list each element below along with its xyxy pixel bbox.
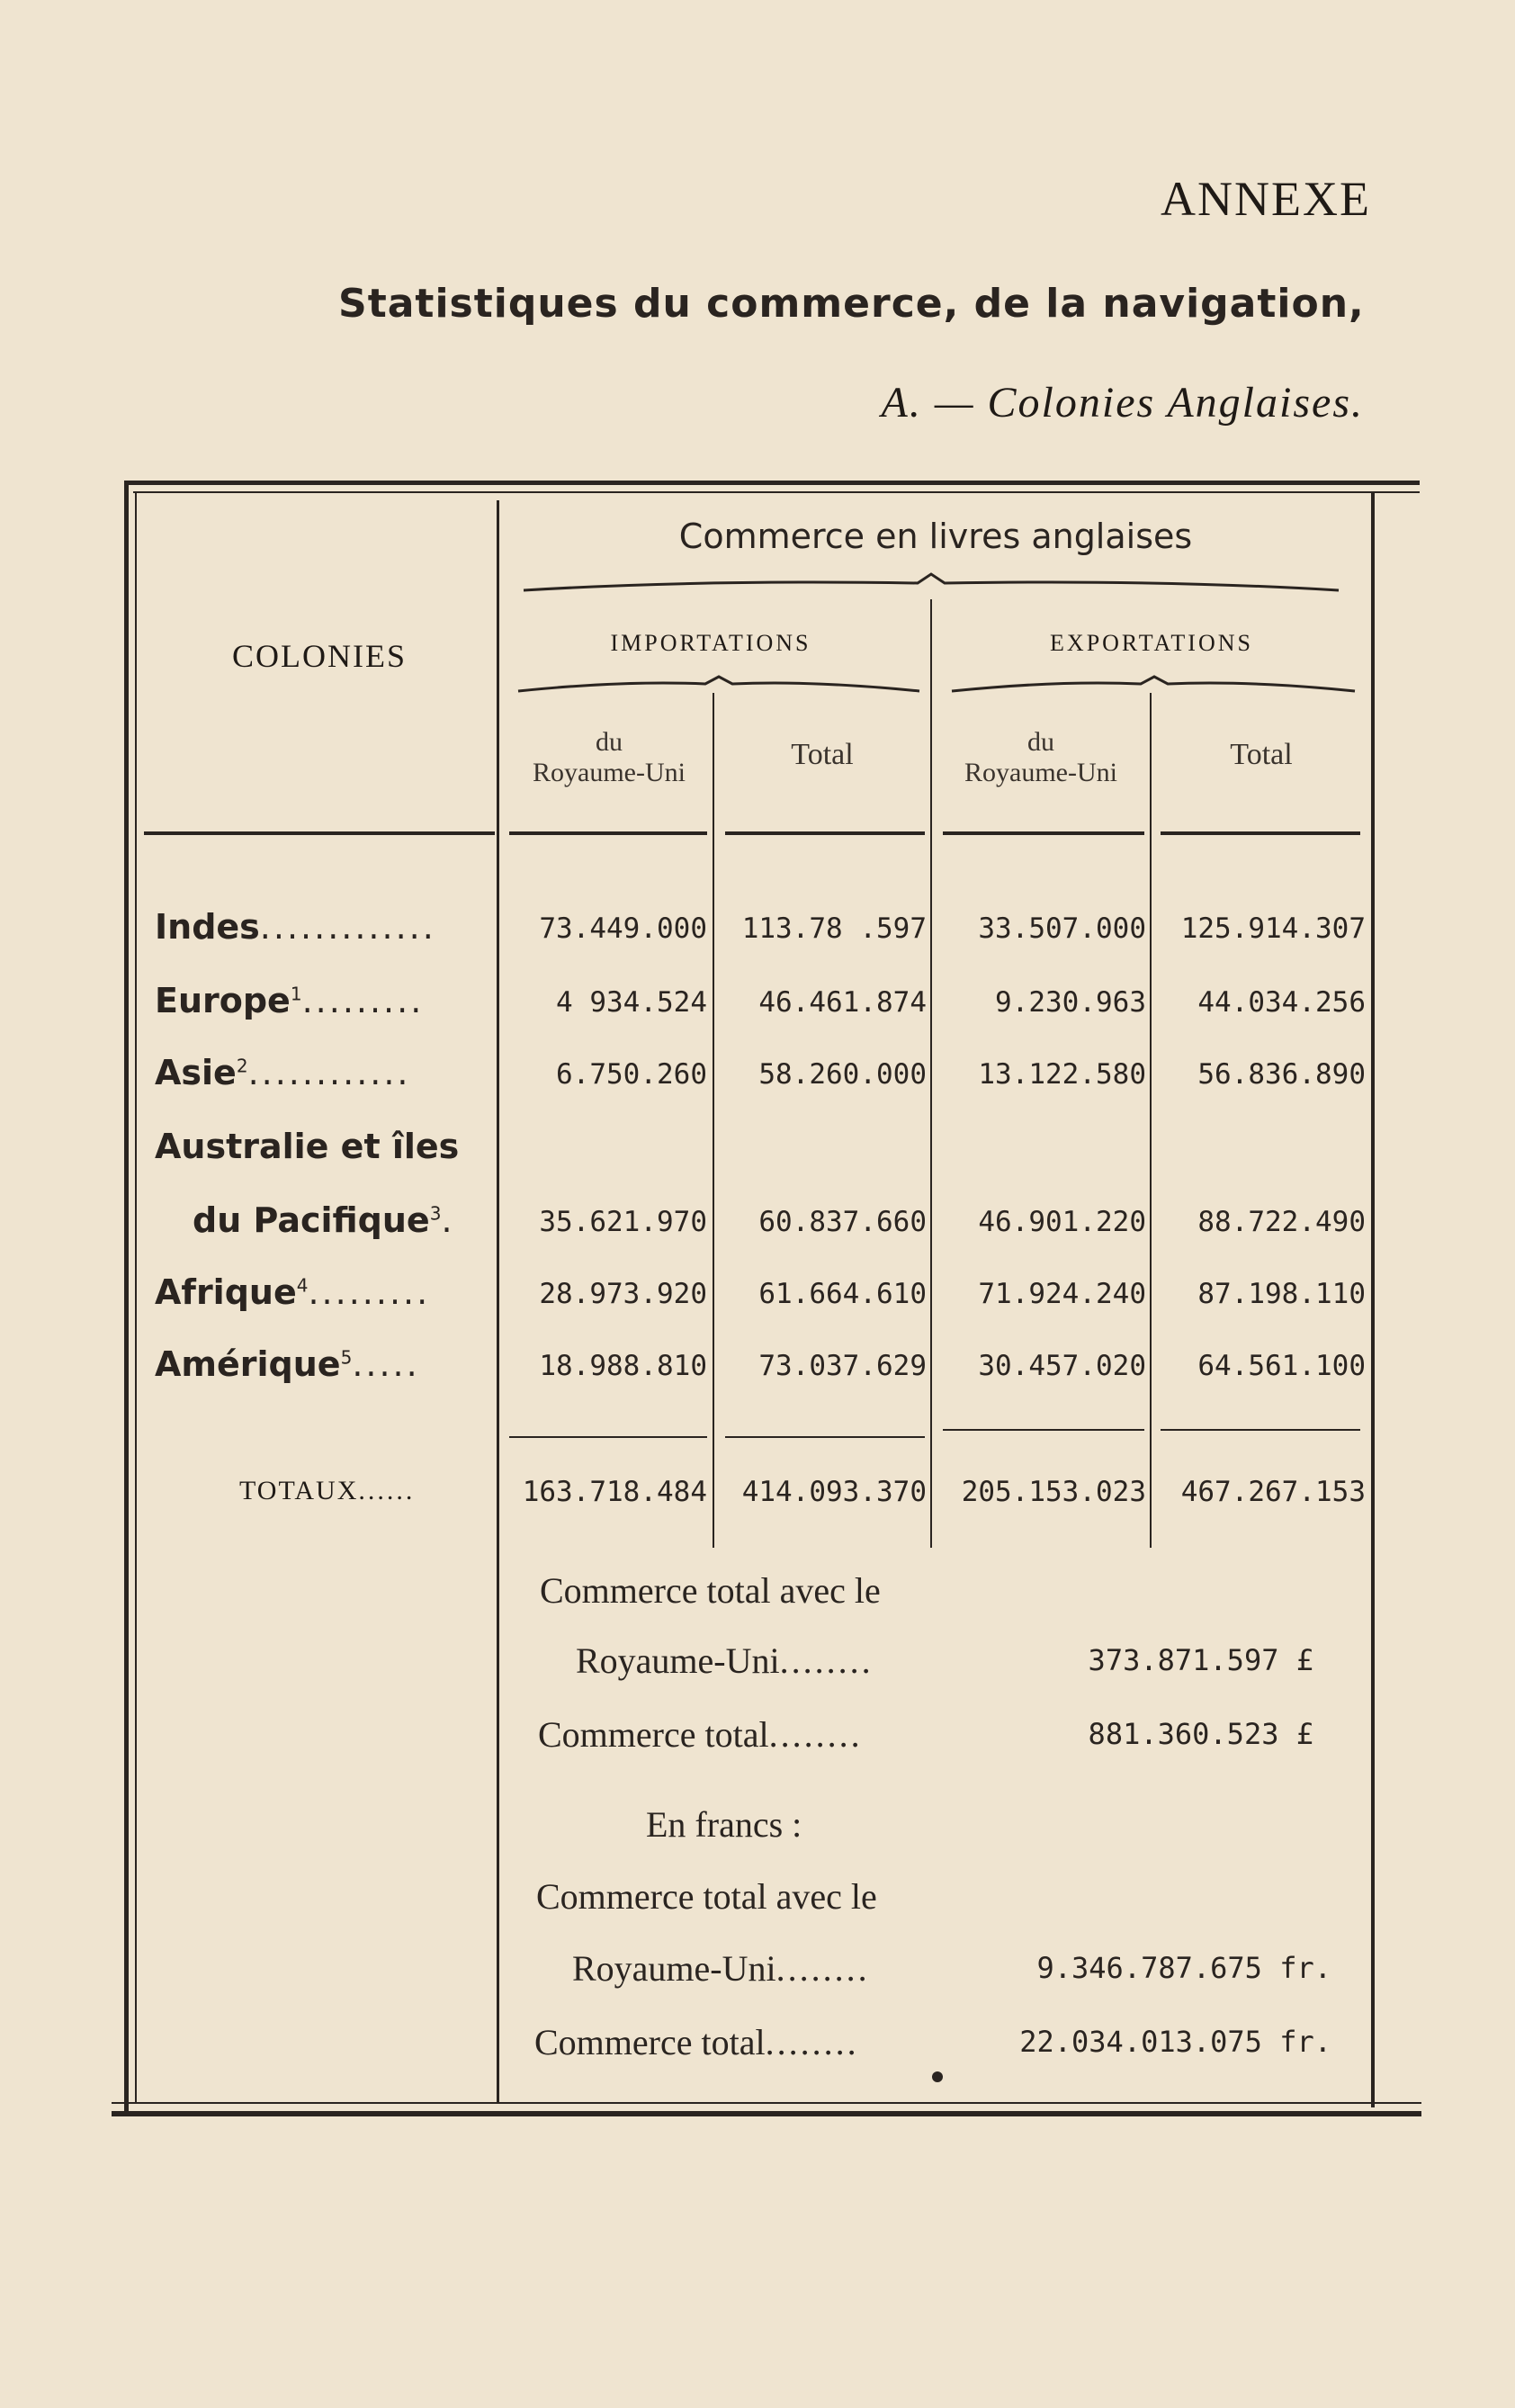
cell-value: 60.837.660 [758, 1206, 927, 1238]
row-label [155, 1272, 430, 1312]
brace-exportations [950, 675, 1357, 696]
cell-value: 18.988.810 [539, 1350, 707, 1382]
frame-right [1371, 491, 1375, 2107]
header-importations: IMPORTATIONS [610, 630, 811, 656]
header-rule-c3 [943, 831, 1144, 835]
totals-rule-c3 [943, 1429, 1144, 1431]
subheader-imp-du [506, 727, 713, 788]
frame-top-rule-thin [133, 491, 1420, 493]
cell-value: 64.561.100 [1197, 1350, 1366, 1382]
leader-dots: ............. [259, 907, 436, 947]
summary-line-2-text: Royaume-Uni [576, 1640, 780, 1681]
header-commerce: Commerce en livres anglaises [678, 517, 1193, 556]
cell-value: 88.722.490 [1197, 1206, 1366, 1238]
frame-left-inner [135, 491, 137, 2102]
cell-value: 56.836.890 [1197, 1058, 1366, 1091]
summary-line-3-dots: ........ [768, 1714, 863, 1755]
subheader-exp-du-line1: du [1027, 727, 1054, 757]
leader-dots: ............ [247, 1053, 411, 1092]
footnote-marker: 5 [340, 1346, 353, 1369]
footnote-marker: 4 [296, 1274, 309, 1297]
cell-value: 73.449.000 [539, 912, 707, 945]
footnote-marker: 1 [290, 983, 302, 1005]
cell-value: 46.901.220 [978, 1206, 1146, 1238]
subheader-exp-du [932, 727, 1150, 788]
row-label-text: Asie [155, 1053, 237, 1092]
frame-left-outer [124, 481, 129, 2116]
row-label [155, 1344, 420, 1384]
cell-value: 46.461.874 [758, 986, 927, 1019]
summary-value-6: 9.346.787.675 fr. [1036, 1951, 1331, 1985]
cell-value: 28.973.920 [539, 1278, 707, 1310]
summary-value-2: 373.871.597 £ [1088, 1643, 1313, 1677]
row-label-text: Afrique [155, 1272, 297, 1312]
summary-line-4: En francs : [646, 1804, 802, 1845]
summary-line-6 [572, 1947, 870, 1990]
cell-value: 125.914.307 [1180, 912, 1366, 945]
footnote-marker: 3 [429, 1202, 442, 1225]
cell-value: 33.507.000 [978, 912, 1146, 945]
subheader-exp-du-line2: Royaume-Uni [964, 758, 1117, 787]
cell-value: 73.037.629 [758, 1350, 927, 1382]
header-rule-colonies [144, 831, 495, 835]
subheader-imp-total: Total [791, 738, 854, 771]
row-label [155, 1053, 411, 1092]
row-label [155, 981, 424, 1020]
leader-dots: ..... [352, 1344, 420, 1384]
cell-value: 6.750.260 [556, 1058, 707, 1091]
summary-line-2-dots: ........ [779, 1640, 874, 1681]
summary-line-7 [534, 2021, 859, 2063]
summary-value-7: 22.034.013.075 fr. [1019, 2025, 1331, 2059]
totaux-label [239, 1476, 415, 1506]
frame-bottom-rule [112, 2111, 1421, 2116]
header-exportations: EXPORTATIONS [1050, 630, 1253, 656]
subheader-imp-du-line2: Royaume-Uni [533, 758, 686, 787]
row-label-text: Amérique [155, 1344, 341, 1384]
totaux-value-3: 205.153.023 [961, 1476, 1146, 1508]
cell-value: 13.122.580 [978, 1058, 1146, 1091]
totals-rule-c1 [509, 1436, 707, 1438]
cell-value: 9.230.963 [995, 986, 1146, 1019]
summary-line-1: Commerce total avec le [540, 1570, 881, 1611]
row-label-text: Europe [155, 981, 291, 1020]
summary-line-3 [538, 1713, 863, 1756]
totaux-value-4: 467.267.153 [1180, 1476, 1366, 1508]
summary-line-7-text: Commerce total [534, 2022, 766, 2062]
totaux-dots: ...... [358, 1476, 416, 1505]
leader-dots: ......... [301, 981, 425, 1020]
subheader-exp-total: Total [1230, 738, 1293, 771]
summary-line-5: Commerce total avec le [536, 1876, 877, 1917]
summary-line-7-dots: ........ [765, 2022, 859, 2062]
row-label [193, 1200, 455, 1240]
leader-dots: ......... [308, 1272, 431, 1312]
totaux-text: TOTAUX [239, 1476, 359, 1505]
summary-line-2 [576, 1640, 874, 1682]
col-divider-exp-total [1150, 693, 1152, 1548]
cell-value: 87.198.110 [1197, 1278, 1366, 1310]
summary-line-3-text: Commerce total [538, 1714, 769, 1755]
row-label [155, 1127, 459, 1166]
row-label-text: du Pacifique [193, 1200, 430, 1240]
cell-value: 71.924.240 [978, 1278, 1146, 1310]
frame-bottom-rule-thin [112, 2102, 1421, 2104]
leader-dots: . [441, 1200, 455, 1240]
section-heading [882, 378, 1364, 427]
totals-rule-c4 [1161, 1429, 1360, 1431]
row-label [155, 907, 436, 947]
header-rule-c2 [725, 831, 925, 835]
header-rule-c4 [1161, 831, 1360, 835]
cell-value: 58.260.000 [758, 1058, 927, 1091]
cell-value: 35.621.970 [539, 1206, 707, 1238]
cell-value: 61.664.610 [758, 1278, 927, 1310]
brace-commerce [522, 572, 1340, 596]
ink-dot [932, 2071, 943, 2082]
row-label-text: Australie et îles [155, 1127, 460, 1166]
summary-line-6-dots: ........ [775, 1948, 870, 1989]
cell-value: 44.034.256 [1197, 986, 1366, 1019]
page-title: ANNEXE [1161, 172, 1371, 226]
row-label-text: Indes [155, 907, 260, 947]
frame-top-rule [124, 481, 1420, 485]
col-divider-imp-total [713, 693, 714, 1548]
section-heading-text: A. — Colonies Anglaises. [881, 379, 1364, 427]
cell-value: 30.457.020 [978, 1350, 1146, 1382]
header-colonies: COLONIES [232, 638, 407, 674]
footnote-marker: 2 [236, 1055, 248, 1077]
totaux-value-1: 163.718.484 [522, 1476, 707, 1508]
cell-value: 113.78 .597 [741, 912, 927, 945]
cell-value: 4 934.524 [556, 986, 707, 1019]
summary-value-3: 881.360.523 £ [1088, 1717, 1313, 1751]
brace-importations [516, 675, 921, 696]
summary-line-6-text: Royaume-Uni [572, 1948, 776, 1989]
header-rule-c1 [509, 831, 707, 835]
subtitle: Statistiques du commerce, de la navigation, [338, 281, 1365, 327]
subheader-imp-du-line1: du [596, 727, 623, 757]
col-divider-colonies [497, 500, 499, 2102]
totals-rule-c2 [725, 1436, 925, 1438]
totaux-value-2: 414.093.370 [741, 1476, 927, 1508]
